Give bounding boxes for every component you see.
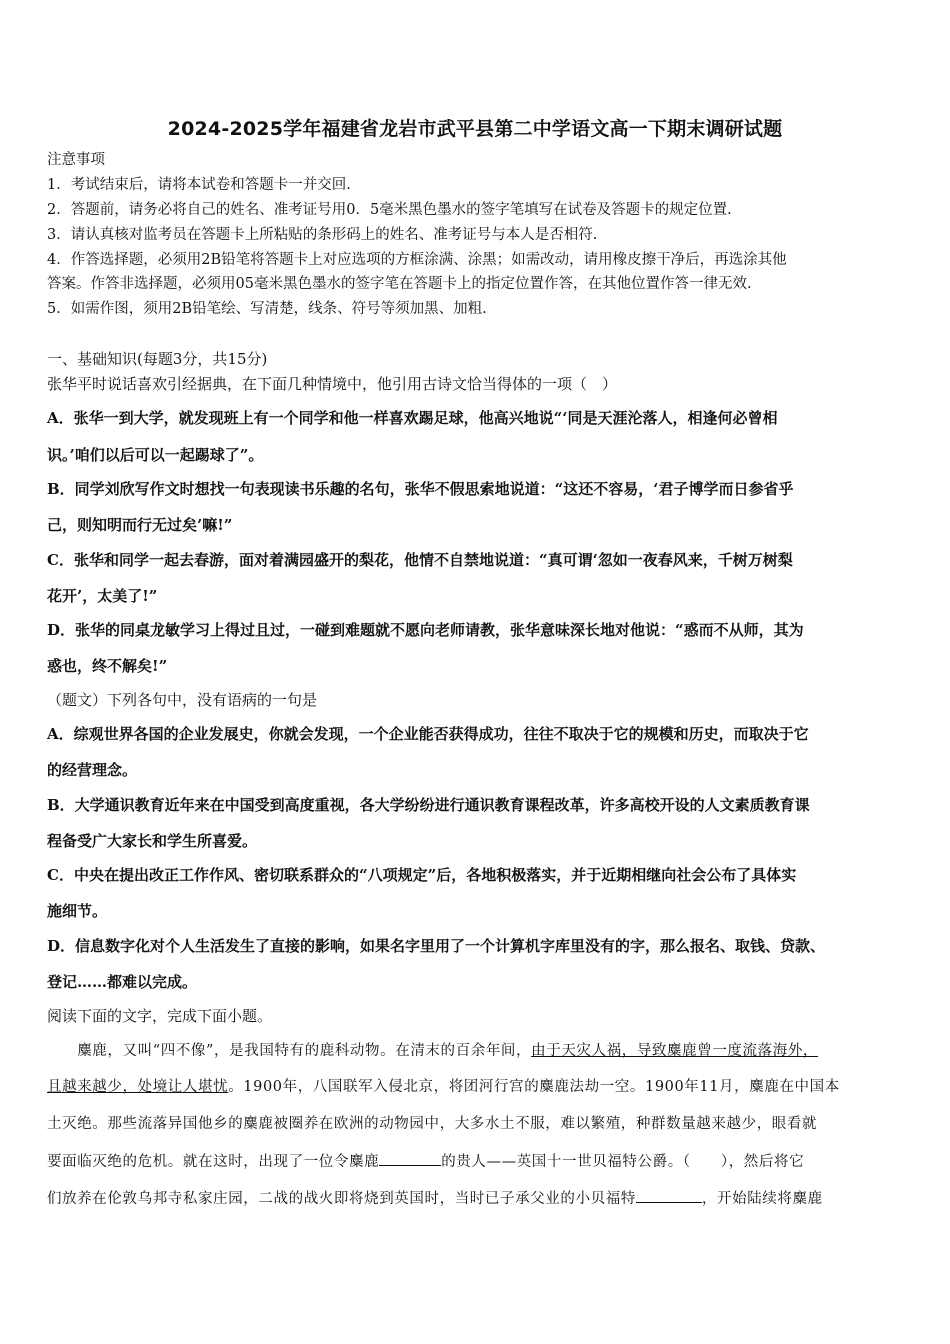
notice-heading: 注意事项 (47, 152, 105, 168)
passage-line (47, 1151, 804, 1172)
passage-line (47, 1188, 823, 1209)
page-title: 2024-2025学年福建省龙岩市武平县第二中学语文高一下期末调研试题 (167, 118, 783, 140)
passage-text: 要面临灭绝的危机。就在这时，出现了一位令麋鹿 (47, 1154, 380, 1170)
passage-line (47, 1077, 840, 1097)
question-1-option-c: C．张华和同学一起去春游，面对着满园盛开的梨花，他情不自禁地说道：“真可谓‘忽如一夜春风来，千树万树梨 (47, 551, 793, 569)
question-1-option-b: B．同学刘欣写作文时想找一句表现读书乐趣的名句，张华不假思索地说道：“这还不容易，‘君子博学而日参省乎 (47, 480, 794, 498)
passage-line (47, 1041, 818, 1061)
question-2-option-d: D．信息数字化对个人生活发生了直接的影响，如果名字里用了一个计算机字库里没有的字，那么报名、取钱、贷款、 (47, 937, 826, 955)
question-2-option-a: A．综观世界各国的企业发展史，你就会发现，一个企业能否获得成功，往往不取决于它的规模和历史，而取决于它 (47, 725, 809, 743)
passage-text: ，开始陆续将麋鹿 (701, 1191, 823, 1207)
passage-text: 。1900年，八国联军入侵北京，将团河行宫的麋鹿法劫一空。1900年11月，麋鹿在中国本 (228, 1079, 840, 1095)
passage-underlined-sentence: 且越来越少，处境让人堪忧 (47, 1079, 229, 1095)
question-2-option-a-cont: 的经营理念。 (47, 761, 138, 779)
notice-item: 5．如需作图，须用2B铅笔绘、写清楚，线条、符号等须加黑、加粗. (47, 301, 487, 317)
notice-item: 1．考试结束后，请将本试卷和答题卡一并交回. (47, 177, 351, 193)
passage-line: 土灭绝。那些流落异国他乡的麋鹿被圈养在欧洲的动物园中，大多水土不服，难以繁殖，种群数量越来越少，眼看就 (47, 1116, 818, 1132)
passage-text: 麋鹿，又叫“四不像”，是我国特有的鹿科动物。在清末的百余年间， (47, 1043, 532, 1059)
reading-instruction: 阅读下面的文字，完成下面小题。 (47, 1007, 273, 1025)
question-1-option-b-cont: 己，则知明而行无过矣’嘛!” (47, 516, 233, 534)
notice-item: 2．答题前，请务必将自己的姓名、准考证号用0．5毫米黑色墨水的签字笔填写在试卷及答题卡的规定位置. (47, 202, 732, 218)
fill-blank (636, 1188, 702, 1203)
question-1-option-a: A．张华一到大学，就发现班上有一个同学和他一样喜欢踢足球，他高兴地说“‘同是天涯沦落人，相逢何必曾相 (47, 409, 778, 427)
question-1-option-c-cont: 花开’，太美了!” (47, 587, 158, 605)
question-1-option-d: D．张华的同桌龙敏学习上得过且过，一碰到难题就不愿向老师请教，张华意味深长地对他说：“惑而不从师，其为 (47, 621, 804, 639)
notice-item: 答案。作答非选择题，必须用05毫米黑色墨水的签字笔在答题卡上的指定位置作答，在其他位置作答一律无效. (47, 276, 752, 292)
passage-text: 的贵人——英国十一世贝福特公爵。（ ），然后将它 (441, 1154, 805, 1170)
section-heading: 一、基础知识(每题3分，共15分) (47, 350, 268, 368)
passage-underlined-sentence: 由于天灾人祸，导致麋鹿曾一度流落海外， (531, 1043, 819, 1059)
question-2-option-c: C．中央在提出改正工作作风、密切联系群众的“八项规定”后，各地积极落实，并于近期相继向社会公布了具体实 (47, 866, 797, 884)
question-2-option-b-cont: 程备受广大家长和学生所喜爱。 (47, 832, 258, 850)
passage-text: 们放养在伦敦乌邦寺私家庄园，二战的战火即将烧到英国时，当时已子承父业的小贝福特 (47, 1191, 636, 1207)
question-2-option-c-cont: 施细节。 (47, 902, 108, 920)
question-1-option-a-cont: 识。’咱们以后可以一起踢球了”。 (47, 446, 264, 464)
question-2-stem: （题文）下列各句中，没有语病的一句是 (47, 691, 318, 709)
fill-blank (379, 1151, 441, 1166)
question-2-option-d-cont: 登记……都难以完成。 (47, 973, 198, 991)
question-1-option-d-cont: 惑也，终不解矣!” (47, 657, 168, 675)
question-1-stem: 张华平时说话喜欢引经据典，在下面几种情境中，他引用古诗文恰当得体的一项（ ） (47, 375, 618, 393)
notice-item: 3．请认真核对监考员在答题卡上所粘贴的条形码上的姓名、准考证号与本人是否相符. (47, 227, 598, 243)
question-2-option-b: B．大学通识教育近年来在中国受到高度重视，各大学纷纷进行通识教育课程改革，许多高校开设的人文素质教育课 (47, 796, 810, 814)
notice-item: 4．作答选择题，必须用2B铅笔将答题卡上对应选项的方框涂满、涂黑；如需改动，请用橡皮擦干净后，再选涂其他 (47, 252, 787, 268)
